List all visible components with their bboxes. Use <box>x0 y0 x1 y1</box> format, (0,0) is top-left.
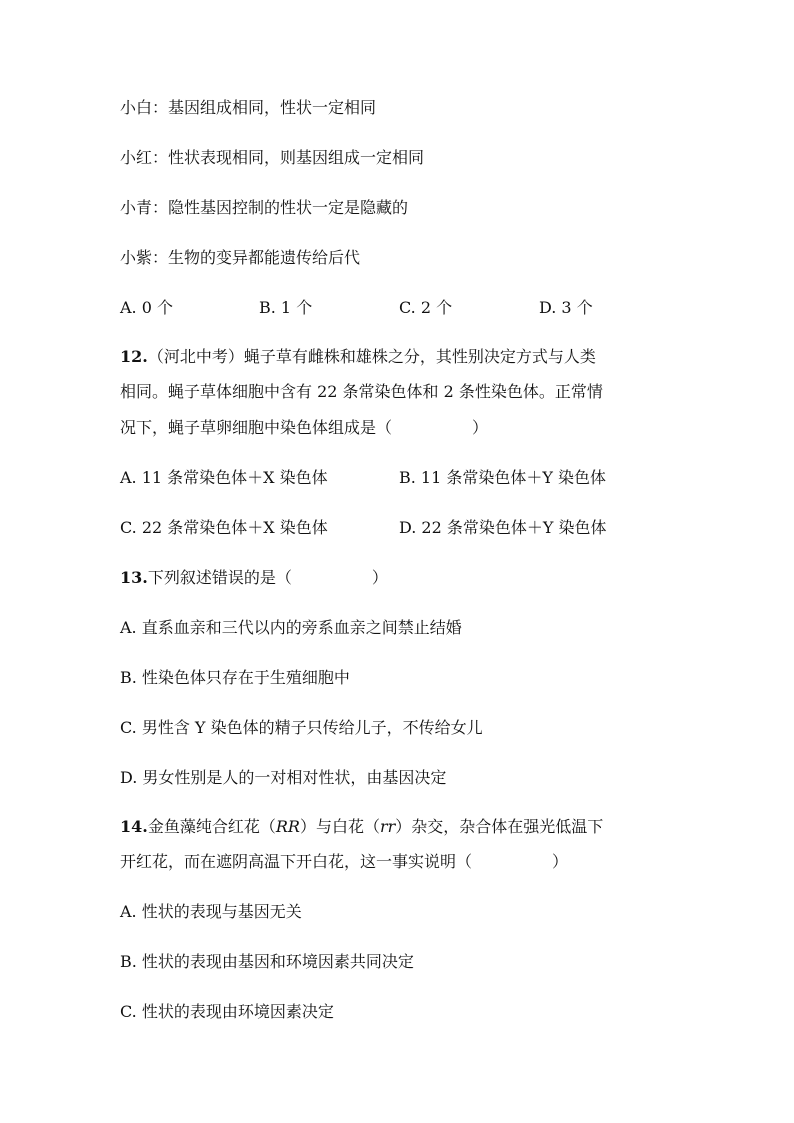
q14-text-a: 金鱼藻纯合红花（ <box>147 817 276 836</box>
q13-number: 13. <box>120 568 148 587</box>
statement-xiaobai: 小白：基因组成相同，性状一定相同 <box>120 98 377 117</box>
q11-options <box>120 298 680 318</box>
q14-option-a[interactable]: A. 性状的表现与基因无关 <box>120 902 302 921</box>
q14-number: 14. <box>120 817 148 836</box>
q14-option-c[interactable]: C. 性状的表现由环境因素决定 <box>120 1002 334 1021</box>
q14-genotype-rr-recessive: rr <box>379 817 396 836</box>
q14-genotype-rr-dominant: RR <box>275 817 300 836</box>
q11-option-b[interactable]: B. 1 个 <box>259 298 313 317</box>
q11-option-d[interactable]: D. 3 个 <box>539 298 593 317</box>
q11-option-a[interactable]: A. 0 个 <box>120 298 173 317</box>
q12-number: 12. <box>120 347 148 366</box>
q12-option-d[interactable]: D. 22 条常染色体＋Y 染色体 <box>399 518 607 537</box>
q12-options-row-1 <box>120 468 680 488</box>
q14-text-c: ）杂交，杂合体在强光低温下 <box>395 817 604 836</box>
q12-line-1 <box>120 347 596 367</box>
statement-xiaozi: 小紫：生物的变异都能遗传给后代 <box>120 248 361 267</box>
q12-options-row-2 <box>120 518 680 538</box>
q14-text-b: ）与白花（ <box>299 817 380 836</box>
q14-option-b[interactable]: B. 性状的表现由基因和环境因素共同决定 <box>120 952 414 971</box>
q14-line-1 <box>120 817 603 837</box>
q12-option-b[interactable]: B. 11 条常染色体＋Y 染色体 <box>399 468 607 487</box>
q13-option-a[interactable]: A. 直系血亲和三代以内的旁系血亲之间禁止结婚 <box>120 618 462 637</box>
statement-xiaohong: 小红：性状表现相同，则基因组成一定相同 <box>120 148 425 167</box>
q13-option-b[interactable]: B. 性染色体只存在于生殖细胞中 <box>120 668 350 687</box>
statement-xiaoqing: 小青：隐性基因控制的性状一定是隐藏的 <box>120 198 409 217</box>
q12-option-c[interactable]: C. 22 条常染色体＋X 染色体 <box>120 518 328 537</box>
q13-question <box>120 568 388 588</box>
q14-line-2: 开红花，而在遮阴高温下开白花，这一事实说明（ ） <box>120 852 569 871</box>
q13-option-c[interactable]: C. 男性含 Y 染色体的精子只传给儿子，不传给女儿 <box>120 718 483 737</box>
q12-option-a[interactable]: A. 11 条常染色体＋X 染色体 <box>120 468 328 487</box>
q11-option-c[interactable]: C. 2 个 <box>399 298 453 317</box>
q12-line-2: 相同。蝇子草体细胞中含有 22 条常染色体和 2 条性染色体。正常情 <box>120 382 603 401</box>
q12-line-3: 况下，蝇子草卵细胞中染色体组成是（ ） <box>120 418 489 437</box>
q12-text-1: （河北中考）蝇子草有雌株和雄株之分，其性别决定方式与人类 <box>147 347 596 366</box>
q13-text: 下列叙述错误的是（ ） <box>147 568 388 587</box>
q13-option-d[interactable]: D. 男女性别是人的一对相对性状，由基因决定 <box>120 768 447 787</box>
